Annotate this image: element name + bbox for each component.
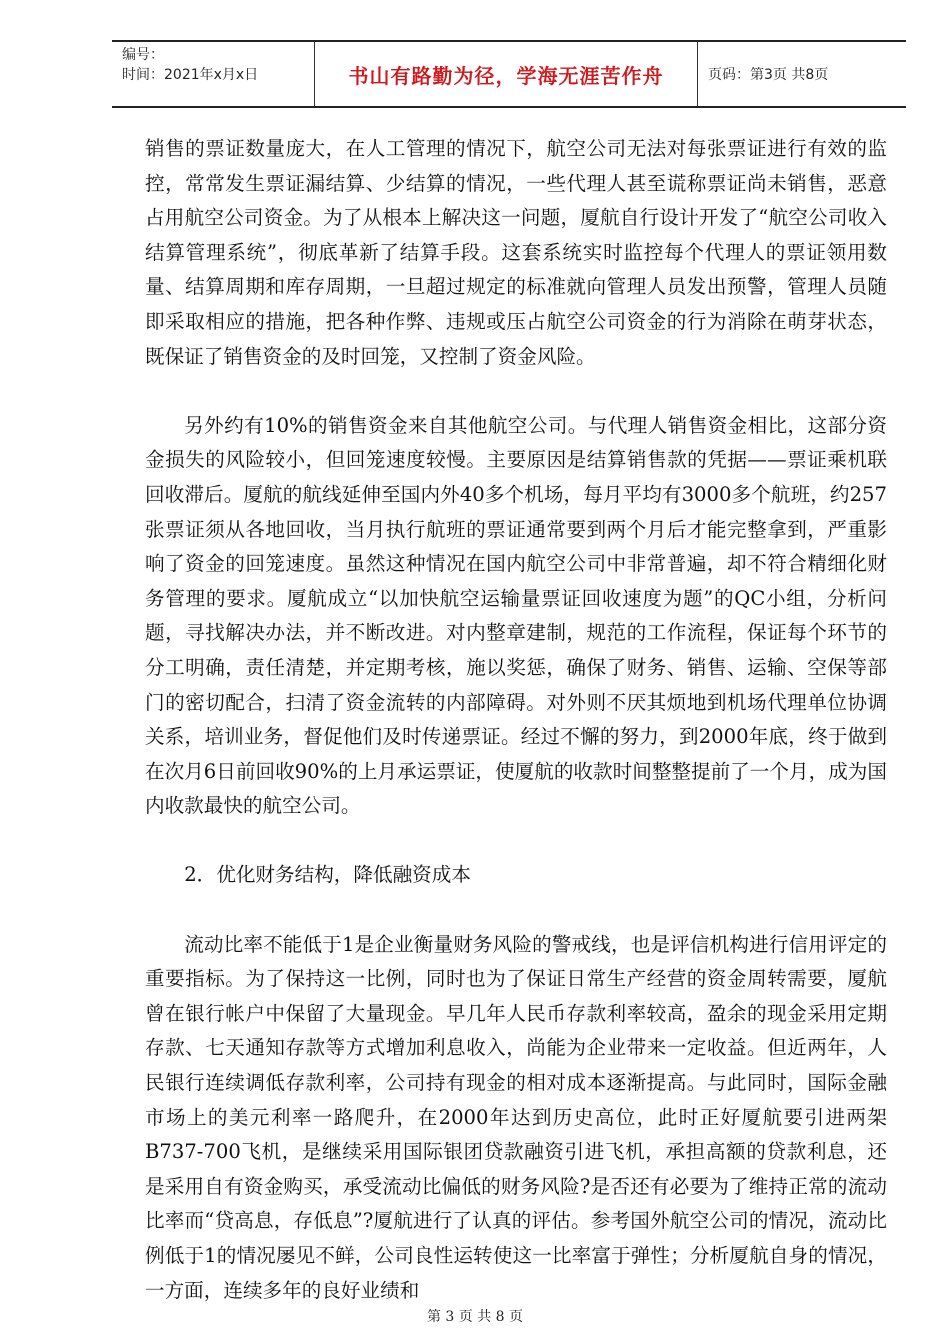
paragraph: 销售的票证数量庞大，在人工管理的情况下，航空公司无法对每张票证进行有效的监控，常常发生票证漏结算、少结算的情况，一些代理人甚至谎称票证尚未销售，恶意占用航空公司资金。为了从根本上解决这一问题，厦航自行设计开发了“航空公司收入结算管理系统”，彻底革新了结算手段。这套系统实时监控每个代理人的票证领用数量、结算周期和库存周期，一旦超过规定的标准就向管理人员发出预警，管理人员随即采取相应的措施，把各种作弊、违规或压占航空公司资金的行为消除在萌芽状态，既保证了销售资金的及时回笼，又控制了资金风险。 [145, 137, 887, 368]
time-label: 时间：2021年x月x日 [122, 67, 259, 83]
header-motto: 书山有路勤为径，学海无涯苦作舟 [315, 42, 698, 106]
paragraph: 另外约有10%的销售资金来自其他航空公司。与代理人销售资金相比，这部分资金损失的风险较小，但回笼速度较慢。主要原因是结算销售款的凭据——票证乘机联回收滞后。厦航的航线延伸至国内外40多个机场，每月平均有3000多个航班，约257张票证须从各地回收，当月执行航班的票证通常要到两个月后才能完整拿到，严重影响了资金的回笼速度。虽然这种情况在国内航空公司中非常普遍，却不符合精细化财务管理的要求。厦航成立“以加快航空运输量票证回收速度为题”的QC小组，分析问题，寻找解决办法，并不断改进。对内整章建制，规范的工作流程，保证每个环节的分工明确，责任清楚，并定期考核，施以奖惩，确保了财务、销售、运输、空保等部门的密切配合，扫清了资金流转的内部障碍。对外则不厌其烦地到机场代理单位协调关系，培训业务，督促他们及时传递票证。经过不懈的努力，到2000年底，终于做到在次月6日前回收90%的上月承运票证，使厦航的收款时间整整提前了一个月，成为国内收款最快的航空公司。 [145, 413, 887, 818]
header-page-code: 页码：第3页 共8页 [708, 67, 829, 83]
number-label: 编号： [122, 47, 164, 63]
document-body [145, 132, 887, 1343]
page-footer: 第 3 页 共 8 页 [426, 1309, 524, 1325]
paragraph: 流动比率不能低于1是企业衡量财务风险的警戒线，也是评信机构进行信用评定的重要指标。为了保持这一比例，同时也为了保证日常生产经营的资金周转需要，厦航曾在银行帐户中保留了大量现金。早几年人民币存款利率较高，盈余的现金采用定期存款、七天通知存款等方式增加利息收入，尚能为企业带来一定收益。但近两年，人民银行连续调低存款利率，公司持有现金的相对成本逐渐提高。与此同时，国际金融市场上的美元利率一路爬升，在2000年达到历史高位，此时正好厦航要引进两架B737-700飞机，是继续采用国际银团贷款融资引进飞机，承担高额的贷款利息，还是采用自有资金购买，承受流动比偏低的财务风险?是否还有必要为了维持正常的流动比率而“贷高息，存低息”?厦航进行了认真的评估。参考国外航空公司的情况，流动比例低于1的情况屡见不鲜，公司良性运转使这一比率富于弹性；分析厦航自身的情况，一方面，连续多年的良好业绩和 [145, 932, 887, 1302]
page-header [112, 40, 906, 108]
section-heading: 2．优化财务结构，降低融资成本 [184, 863, 471, 887]
header-meta [112, 42, 315, 106]
